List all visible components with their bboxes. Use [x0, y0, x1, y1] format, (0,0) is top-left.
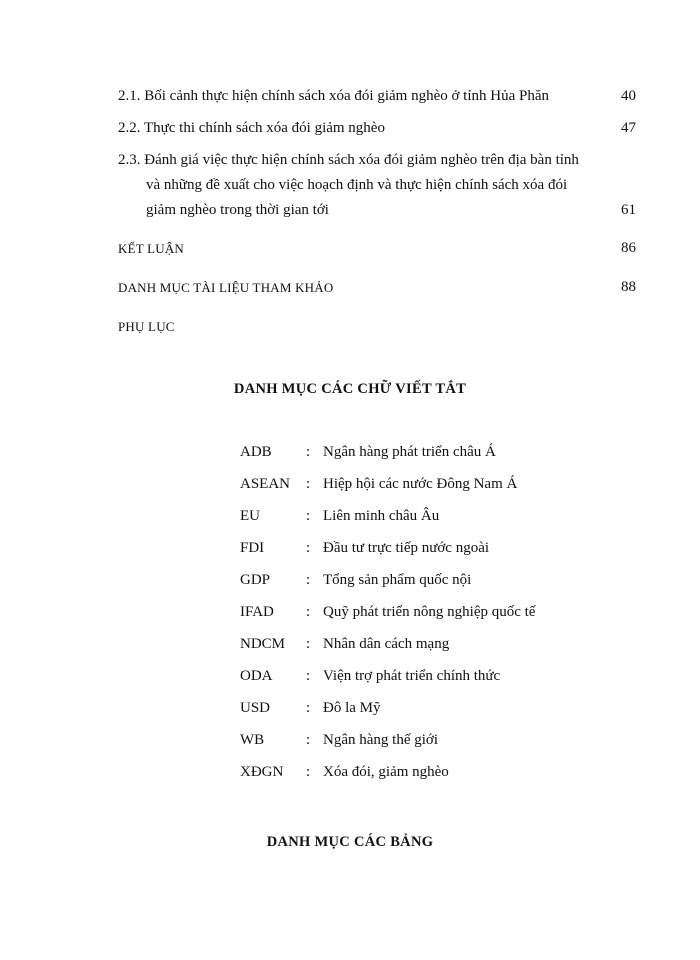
abbreviation-row: [240, 633, 620, 665]
abbreviation-meaning: Nhân dân cách mạng: [323, 636, 450, 652]
abbreviation-meaning: Quỹ phát triển nông nghiệp quốc tế: [323, 604, 536, 620]
abbreviation-separator: :: [306, 700, 311, 716]
abbreviation-row: [240, 761, 620, 793]
abbreviation-meaning: Đô la Mỹ: [323, 700, 381, 716]
toc-entry-2-3: [118, 148, 636, 223]
toc-entry-text: DANH MỤC TÀI LIỆU THAM KHẢO: [118, 280, 334, 295]
abbreviation-row: [240, 537, 620, 569]
abbreviation-separator: :: [306, 540, 311, 556]
abbreviation-separator: :: [306, 604, 311, 620]
abbreviation-meaning: Viện trợ phát triển chính thức: [323, 668, 501, 684]
abbreviation-code: ODA: [240, 668, 273, 684]
abbreviation-separator: :: [306, 732, 311, 748]
abbreviation-row: [240, 601, 620, 633]
toc-entry-references: [118, 275, 636, 300]
abbreviation-row: [240, 505, 620, 537]
abbreviation-code: WB: [240, 732, 265, 748]
abbreviation-separator: :: [306, 572, 311, 588]
toc-entry-appendix: [118, 314, 636, 339]
toc-entry-text: 2.1. Bối cảnh thực hiện chính sách xóa đói giảm nghèo ở tỉnh Hủa Phăn: [118, 88, 549, 104]
abbreviation-code: FDI: [240, 540, 265, 556]
abbreviation-code: ADB: [240, 444, 272, 460]
abbreviation-separator: :: [306, 668, 311, 684]
toc-entry-2-1: [118, 84, 636, 109]
toc-entry-text: KẾT LUẬN: [118, 241, 184, 256]
toc-entry-page: 47: [621, 120, 636, 136]
abbreviation-row: [240, 729, 620, 761]
abbreviation-separator: :: [306, 636, 311, 652]
abbreviation-separator: :: [306, 508, 311, 524]
abbreviation-row: [240, 473, 620, 505]
abbreviation-row: [240, 665, 620, 697]
toc-entry-text: PHỤ LỤC: [118, 319, 175, 334]
toc-entry-page: 61: [621, 202, 636, 218]
abbreviation-meaning: Xóa đói, giảm nghèo: [323, 764, 449, 780]
abbreviation-meaning: Ngân hàng phát triển châu Á: [323, 444, 496, 460]
abbreviation-row: [240, 441, 620, 473]
abbreviation-code: EU: [240, 508, 260, 524]
toc-entry-conclusion: [118, 236, 636, 261]
tables-heading: DANH MỤC CÁC BẢNG: [266, 834, 434, 850]
abbreviation-code: GDP: [240, 572, 271, 588]
abbreviation-code: IFAD: [240, 604, 274, 620]
abbreviation-meaning: Tổng sản phẩm quốc nội: [323, 572, 472, 588]
toc-entry-text: 2.3. Đánh giá việc thực hiện chính sách xóa đói giảm nghèo trên địa bàn tỉnh và những đề xuất cho việc hoạch định và thực hiện chính sách xóa đói giảm nghèo trong thời gian tới: [118, 152, 579, 218]
toc-entry-2-2: [118, 116, 636, 141]
toc-entry-page: 88: [621, 279, 636, 295]
abbreviation-code: XĐGN: [240, 764, 284, 780]
abbreviation-meaning: Hiệp hội các nước Đông Nam Á: [323, 476, 518, 492]
abbreviation-row: [240, 569, 620, 601]
abbreviation-meaning: Đầu tư trực tiếp nước ngoài: [323, 540, 490, 556]
abbreviation-meaning: Liên minh châu Âu: [323, 508, 440, 524]
abbreviations-list: [240, 441, 620, 793]
abbreviation-separator: :: [306, 764, 311, 780]
abbreviation-code: NDCM: [240, 636, 286, 652]
abbreviations-heading: DANH MỤC CÁC CHỮ VIẾT TẮT: [233, 381, 467, 397]
abbreviation-code: USD: [240, 700, 271, 716]
abbreviation-separator: :: [306, 476, 311, 492]
abbreviation-row: [240, 697, 620, 729]
abbreviation-meaning: Ngân hàng thế giới: [323, 732, 438, 748]
toc-entry-text: 2.2. Thực thi chính sách xóa đói giảm nghèo: [118, 120, 385, 136]
toc-entry-page: 86: [621, 240, 636, 256]
abbreviation-separator: :: [306, 444, 311, 460]
toc-entry-page: 40: [621, 88, 636, 104]
abbreviation-code: ASEAN: [240, 476, 291, 492]
